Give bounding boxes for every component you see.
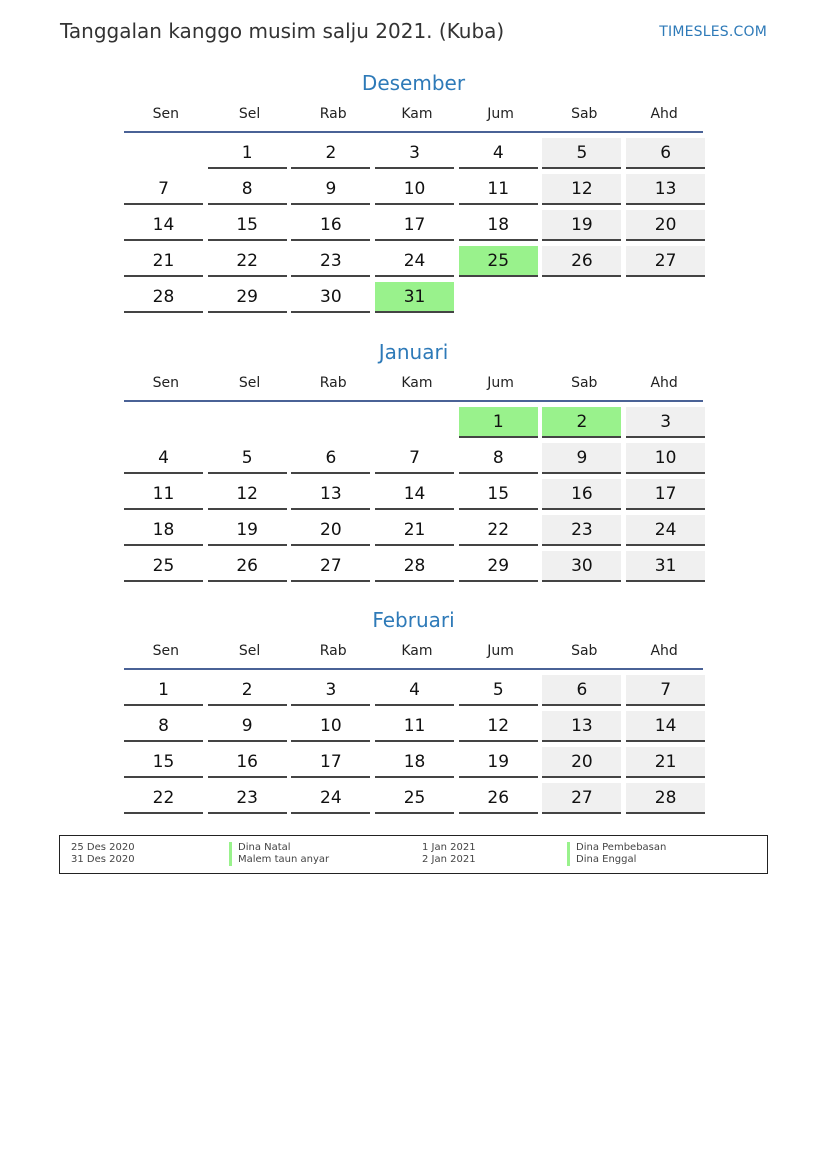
day-cell: 14 [626, 711, 705, 742]
empty-day-cell [375, 407, 454, 438]
week-row [124, 443, 703, 474]
month-title: Februari [372, 608, 455, 632]
day-cell: 27 [626, 246, 705, 277]
legend-date: 31 Des 2020 [71, 854, 135, 865]
day-cell: 8 [208, 174, 287, 205]
day-cell: 28 [375, 551, 454, 582]
empty-day-cell [124, 407, 203, 438]
empty-day-cell [626, 282, 705, 313]
legend-date: 1 Jan 2021 [422, 842, 476, 853]
legend-dates-right [422, 842, 476, 866]
weekday-label: Sen [152, 375, 180, 391]
empty-day-cell [208, 407, 287, 438]
week-row [124, 711, 703, 742]
day-cell: 11 [375, 711, 454, 742]
month-title: Desember [361, 71, 466, 95]
day-cell: 27 [291, 551, 370, 582]
weekday-label: Jum [487, 106, 514, 122]
day-cell: 29 [459, 551, 538, 582]
day-cell: 12 [542, 174, 621, 205]
weekday-label: Sab [571, 375, 598, 391]
day-cell: 31 [375, 282, 454, 313]
day-cell: 9 [542, 443, 621, 474]
day-cell: 1 [208, 138, 287, 169]
month-february [124, 606, 703, 814]
day-cell: 9 [291, 174, 370, 205]
weekday-label: Ahd [650, 106, 678, 122]
day-cell: 2 [542, 407, 621, 438]
day-cell: 21 [375, 515, 454, 546]
day-cell: 20 [291, 515, 370, 546]
day-cell: 19 [459, 747, 538, 778]
weekday-label: Rab [319, 643, 347, 659]
day-cell: 8 [124, 711, 203, 742]
day-cell: 26 [459, 783, 538, 814]
day-cell: 26 [542, 246, 621, 277]
day-cell: 8 [459, 443, 538, 474]
legend-holiday-name: Malem taun anyar [229, 854, 329, 866]
day-cell: 23 [208, 783, 287, 814]
week-row [124, 551, 703, 582]
day-cell: 19 [542, 210, 621, 241]
day-cell: 7 [124, 174, 203, 205]
week-row [124, 783, 703, 814]
day-cell: 14 [124, 210, 203, 241]
week-row [124, 747, 703, 778]
day-cell: 20 [542, 747, 621, 778]
week-row [124, 174, 703, 205]
day-cell: 28 [124, 282, 203, 313]
day-cell: 4 [375, 675, 454, 706]
empty-day-cell [291, 407, 370, 438]
day-cell: 26 [208, 551, 287, 582]
legend-date: 2 Jan 2021 [422, 854, 476, 865]
legend-holiday-name: Dina Pembebasan [567, 842, 666, 854]
day-cell: 29 [208, 282, 287, 313]
day-cell: 16 [291, 210, 370, 241]
day-cell: 1 [459, 407, 538, 438]
weekday-label: Rab [319, 375, 347, 391]
day-cell: 12 [459, 711, 538, 742]
day-cell: 18 [459, 210, 538, 241]
weekday-label: Sab [571, 106, 598, 122]
week-row [124, 479, 703, 510]
day-cell: 7 [375, 443, 454, 474]
day-cell: 31 [626, 551, 705, 582]
day-cell: 10 [291, 711, 370, 742]
day-cell: 23 [291, 246, 370, 277]
day-cell: 4 [459, 138, 538, 169]
weekday-label: Sen [152, 106, 180, 122]
day-cell: 3 [375, 138, 454, 169]
day-cell: 17 [291, 747, 370, 778]
day-cell: 4 [124, 443, 203, 474]
empty-day-cell [542, 282, 621, 313]
day-cell: 17 [375, 210, 454, 241]
page-title: Tanggalan kanggo musim salju 2021. (Kuba) [60, 19, 505, 43]
day-cell: 30 [542, 551, 621, 582]
day-cell: 28 [626, 783, 705, 814]
legend-names-right [567, 842, 666, 866]
day-cell: 25 [459, 246, 538, 277]
day-cell: 7 [626, 675, 705, 706]
weekday-label: Ahd [650, 375, 678, 391]
day-cell: 17 [626, 479, 705, 510]
day-cell: 21 [124, 246, 203, 277]
site-link[interactable]: TIMESLES.COM [659, 24, 767, 40]
day-cell: 6 [291, 443, 370, 474]
weekday-label: Sen [152, 643, 180, 659]
day-cell: 9 [208, 711, 287, 742]
weekday-label: Jum [487, 375, 514, 391]
weekday-label: Kam [401, 375, 433, 391]
day-cell: 13 [291, 479, 370, 510]
day-cell: 16 [208, 747, 287, 778]
weekday-label: Kam [401, 643, 433, 659]
day-cell: 14 [375, 479, 454, 510]
day-cell: 27 [542, 783, 621, 814]
weekday-label: Sel [238, 106, 261, 122]
month-january [124, 338, 703, 582]
day-cell: 6 [542, 675, 621, 706]
day-cell: 19 [208, 515, 287, 546]
day-cell: 25 [375, 783, 454, 814]
day-cell: 11 [124, 479, 203, 510]
day-cell: 5 [459, 675, 538, 706]
day-cell: 30 [291, 282, 370, 313]
week-row [124, 407, 703, 438]
weekday-header [124, 372, 703, 402]
day-cell: 24 [626, 515, 705, 546]
weekday-label: Sel [238, 643, 261, 659]
weekday-label: Sel [238, 375, 261, 391]
week-row [124, 138, 703, 169]
week-row [124, 246, 703, 277]
day-cell: 15 [208, 210, 287, 241]
holiday-legend [59, 835, 768, 874]
day-cell: 21 [626, 747, 705, 778]
day-cell: 23 [542, 515, 621, 546]
weekday-header [124, 640, 703, 670]
day-cell: 15 [459, 479, 538, 510]
day-cell: 12 [208, 479, 287, 510]
day-cell: 10 [375, 174, 454, 205]
legend-holiday-name: Dina Enggal [567, 854, 666, 866]
day-cell: 18 [375, 747, 454, 778]
day-cell: 13 [542, 711, 621, 742]
weekday-label: Kam [401, 106, 433, 122]
day-cell: 10 [626, 443, 705, 474]
month-title: Januari [378, 340, 449, 364]
weekday-label: Jum [487, 643, 514, 659]
day-cell: 13 [626, 174, 705, 205]
legend-holiday-name: Dina Natal [229, 842, 329, 854]
week-row [124, 675, 703, 706]
day-cell: 11 [459, 174, 538, 205]
day-cell: 3 [291, 675, 370, 706]
empty-day-cell [124, 138, 203, 169]
weekday-label: Sab [571, 643, 598, 659]
week-row [124, 515, 703, 546]
day-cell: 3 [626, 407, 705, 438]
day-cell: 1 [124, 675, 203, 706]
month-december [124, 69, 703, 313]
week-row [124, 282, 703, 313]
legend-dates-left [71, 842, 135, 866]
day-cell: 22 [459, 515, 538, 546]
day-cell: 16 [542, 479, 621, 510]
day-cell: 24 [375, 246, 454, 277]
legend-date: 25 Des 2020 [71, 842, 135, 853]
legend-names-left [229, 842, 329, 866]
day-cell: 6 [626, 138, 705, 169]
day-cell: 5 [542, 138, 621, 169]
day-cell: 20 [626, 210, 705, 241]
weekday-label: Rab [319, 106, 347, 122]
weekday-label: Ahd [650, 643, 678, 659]
day-cell: 5 [208, 443, 287, 474]
day-cell: 25 [124, 551, 203, 582]
day-cell: 18 [124, 515, 203, 546]
day-cell: 2 [208, 675, 287, 706]
empty-day-cell [459, 282, 538, 313]
weekday-header [124, 103, 703, 133]
day-cell: 2 [291, 138, 370, 169]
week-row [124, 210, 703, 241]
day-cell: 22 [208, 246, 287, 277]
day-cell: 15 [124, 747, 203, 778]
day-cell: 22 [124, 783, 203, 814]
day-cell: 24 [291, 783, 370, 814]
